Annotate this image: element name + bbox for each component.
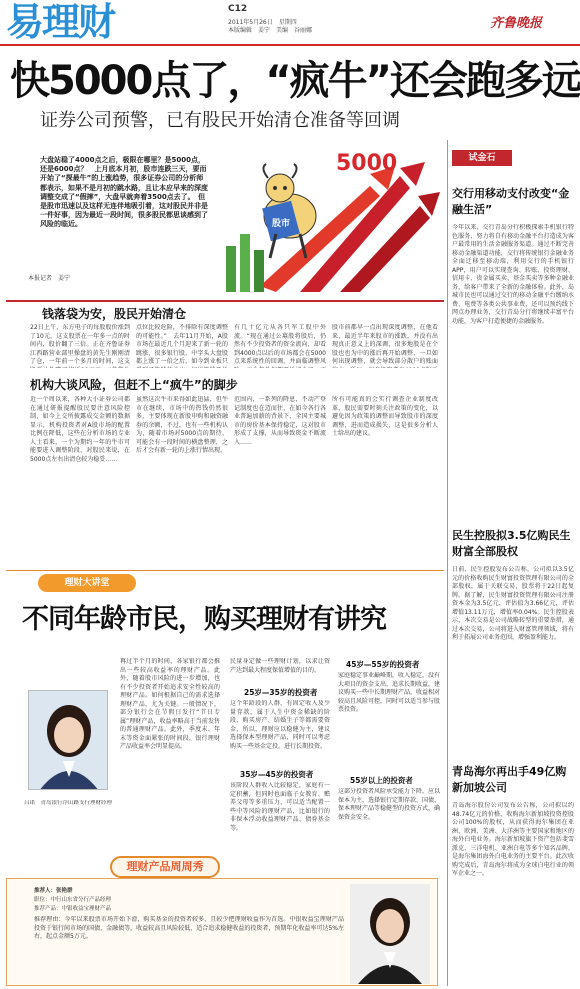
date-line: [228, 19, 368, 35]
article-2-title: 机构大谈风险，但赶不上“疯牛”的脚步: [30, 378, 238, 392]
issue-date: 2011年5月26日 星期四: [228, 19, 297, 26]
author-photo: [28, 690, 108, 790]
main-headline: 快5000点了，“疯牛”还会跑多远: [10, 58, 580, 104]
bull-board-text: 股市: [272, 219, 291, 229]
article-1-col-3: 有几十亿元从各只军工股中外流。“现在通过公募股将股后，仍然有不少投资者的资金流向，却看到4000点以后的市场都会在5000点来系统性的回调，并面临调整风: [234, 324, 326, 365]
age-25-35-heading: 25岁—35岁的投资者: [244, 688, 318, 697]
sidebar-item-2-title: 民生控股拟3.5亿购民生财富全部股权: [452, 529, 571, 558]
section-tag: 理财大讲堂: [38, 574, 136, 592]
article-3-col-3a: 家庭稳定事业巅峰期，收入稳定，没有大项目的资金支出，追求长期收益，建议购买一些中长期理财产品，收益相对较高且风险可控，同时可以适当参与股票投资。: [338, 672, 440, 713]
page-number: C12: [228, 4, 248, 14]
article-2-col-3: 范围内，一系列的降息，不动产登记制度也在迈而往，在如今各行各业普遍加薪的背景下，全国主要城市的房价基本保持稳定，这对股市形成了支撑，从而导致资金不断流入……: [234, 396, 326, 446]
photo-caption: 吕诺 青岛银行浮山路支行理财经理: [24, 800, 113, 806]
article-3-col-2a: 民量身定做一些理财计划，以求让资产达到最大程度保值增值的目的。: [230, 658, 330, 674]
sidebar-item-1-title: 交行用移动支付改变“金融生活”: [452, 187, 570, 216]
rule-a1: [6, 300, 444, 302]
sidebar-item-3-text: 青岛海尔股份公司发布公告称，公司拟以约48.74亿元的价格，收购海尔新加坡投资控股公司100%的股权，从而获得海尔集团在亚洲、欧洲、美洲、大洋洲等主要国家和地区的海外白电业务。海尔新加坡旗下资产包括斐雪派克、三洋电机、亚洲白电等多个知名品牌，是海尔集团海外白电业务的主要平台。此次收购完成后，青岛海尔将成为全球白电行业的领军企业之一。: [452, 802, 574, 877]
article-3-col-3b: 这部分投资者风险承受能力下降，应以保本为主，选择银行定期存款、国债、保本理财产品等稳健型的投资方式，确保资金安全。: [338, 788, 440, 821]
article-2-col-2: 虽然这次牛市来得如此迅猛，但牛市在继续，市场中的热钱仍然很多，主要体现在新股申购和融资融券的余额，不过，也有一些机构认为，随着市场对5000点的期待，可能会有一段时间的横盘整理，之后才会有新一轮的上涨行情出现。: [136, 396, 228, 454]
sidebar-divider: [447, 140, 448, 986]
lead-paragraph: 大盘站稳了4000点之后，极限在哪里？是5000点，还是6000点？ 上月底本月初，股市连跌三天，要而开始了“探最牛”的上涨趋势，很多证券公司的分析师都表示，如果不是月初的跳水路，且让本应早来的深度调整交成了“假摔”，大盘早就奔着3500点去了。 但是股市迅速以及这样无连伴地吸引着，这对股民并非是一件好事，因为最近一段时间，很多股民都思谈感到了风险的临近。: [40, 156, 208, 229]
recommended-product: 推荐产品：中银收益宝理财产品: [34, 906, 112, 912]
newspaper-logo: 齐鲁晚报: [490, 16, 543, 31]
article-3-col-1: 再过半个月的时间，各家银行都会推出一些较高收益率的理财产品。此外，随着股市风险的进一步增加，也有不少投资者开始追求安全性较高的理财产品。如何根据自己的需求选择理财产品，尤为关键。一般情况下，部分银行会在节假日发行“节日专属”理财产品，收益率略高于当前发售的普通理财产品。此外，季度末、年末等资金面紧张的时间段，银行理财产品收益率会明显提高。: [120, 658, 220, 750]
age-55-heading: 55岁以上的投资者: [350, 776, 413, 785]
article-1-col-1: 22日上午，东方电子的每股股价涨到了10元，这支股票在一年多一点的时间内，股价翻了三倍。正在齐鲁证券江西路营业部里操盘的黄先生刚刚清了仓，一年前一个多月的时间，这支: [30, 324, 130, 365]
bull-illustration: [220, 146, 440, 292]
section-title: 易理财: [6, 0, 115, 44]
byline: 本报记者 姜宁: [28, 275, 71, 282]
sidebar-label: 试金石: [452, 150, 512, 166]
article-1-col-4: 股市前都早一点出现深度调整，在他看来，最近半年来股市的涨跌，并没有出现真正意义上的深调，很多地股是在个股也也为中的涨后再开始调整，一旦如何出现调整，就会导致部分散户的账面: [332, 324, 438, 365]
rule-a3: [6, 570, 444, 571]
weekly-badge: 理财产品周周秀: [110, 856, 220, 878]
recommender-photo: [350, 884, 430, 984]
article-1-col-2: 点位比较危险，不排除有深度调整的可能性。” 去年11月开始，A股市场在最近几个月迎来了新一轮的跳涨，很多银行股，中字头大盘股都上涨了一倍之后，如今到业板只: [136, 324, 228, 365]
sidebar-item-1-text: 今年以来，交行青岛分行积极探索手机银行特色服务，努力将自有移动金融平台打造成为客户最常用的生活金融服务渠道。通过不断完善移动金融渠道功能，交行将传统银行金融业务全面迁移至移动端，利用交行的手机银行APP，用户可以实现查询、转账、投资理财、信用卡、贵金属买卖、基金买卖等多种金融业务，给客户带来了全新的金融体验。此外，岛城市民也可以通过交行的移动金融平台缴纳水费、电费等各类公共事业费，还可以预约线下网点办理业务，交行青岛分行将继续丰富平台功能，为客户打造便捷的金融服务。: [452, 224, 574, 325]
recommender: 推荐人：张艳群: [34, 888, 73, 894]
article-3-col-2c: 该阶段人群收入比较稳定，家庭有一定积蓄，但同时也面临子女教育、赡养父母等多重压力，可以适当配置一些中等风险的理财产品，比如银行的非保本浮动收益理财产品、债券基金等。: [230, 782, 330, 832]
sidebar-item-3-title: 青岛海尔再出手49亿购新加坡公司: [452, 765, 567, 794]
recommendation-reason: 推荐理由：今年以来股票市场开始下滑，购买基金的投资者较多，且较少把理财收益作为首选。中银收益宝理财产品投资于银行间市场的国债、金融债等，收益较高且风险较低，适合追求稳健收益的投资者，预期年化收益率可达5%左右，起点金额5万元。: [34, 916, 344, 940]
article-2-col-1: 近一个周以来，各种大小证券公司都在通过研报提醒股民要注意风险控制，如今上交所披露成交金额的数据显示，机构投资者对A股市场的配置比例在降低，这些在分析市场的专业人士看来，一个为期约一年的牛市可能要进入调整阶段，对股民来说，在5000点左右出清仓较为稳妥……: [30, 396, 130, 463]
article-2-col-4: 所有可能真的会实行调查企业制度改革，股民需要时刻关注政策的变化，以避免因为政策的调整而导致股市的深度调整，进而造成损失，这是很多分析人士给出的建议。: [332, 396, 438, 437]
article-3-title: 不同年龄市民，购买理财有讲究: [22, 604, 386, 635]
article-1-title: 钱落袋为安，股民开始清仓: [42, 307, 187, 321]
age-45-55-heading: 45岁—55岁的投资者: [346, 660, 420, 669]
sub-headline: 证券公司预警，已有股民开始清仓准备等回调: [40, 110, 400, 131]
recommender-position: 职位：中行山东省分行产品经理: [34, 897, 112, 903]
article-3-col-2b: 这个年龄段的人群，有固定收入及少量存款，属于人生中资金稀缺的阶段，购买房产、结婚生子等都需要资金，所以，理财应以稳健为主，建议选择保本型理财产品，同时可以考虑购买一些基金定投，进行长期投资。: [230, 700, 330, 750]
age-35-45-heading: 35岁—45岁的投资者: [240, 770, 314, 779]
editors: 本版编辑 姜宁 美编 谷丽娜: [228, 27, 313, 34]
sidebar-item-2-text: 日前，民生控股发布公告称，公司拟以3.5亿元的价格收购民生财富投资管理有限公司的全部股权，属于关联交易，股票将于22日起复牌。据了解，民生财富投资管理有限公司注册资本金为3.5亿元，评估值为3.66亿元，评估增值13.11万元，增值率0.04%。民生控股表示，本次交易是公司战略转型的重要举措，通过本次交易，公司将进入财富管理领域，将有利于拓展公司业务范围，增强盈利能力。: [452, 566, 574, 641]
5000-badge: 5000: [336, 151, 398, 176]
